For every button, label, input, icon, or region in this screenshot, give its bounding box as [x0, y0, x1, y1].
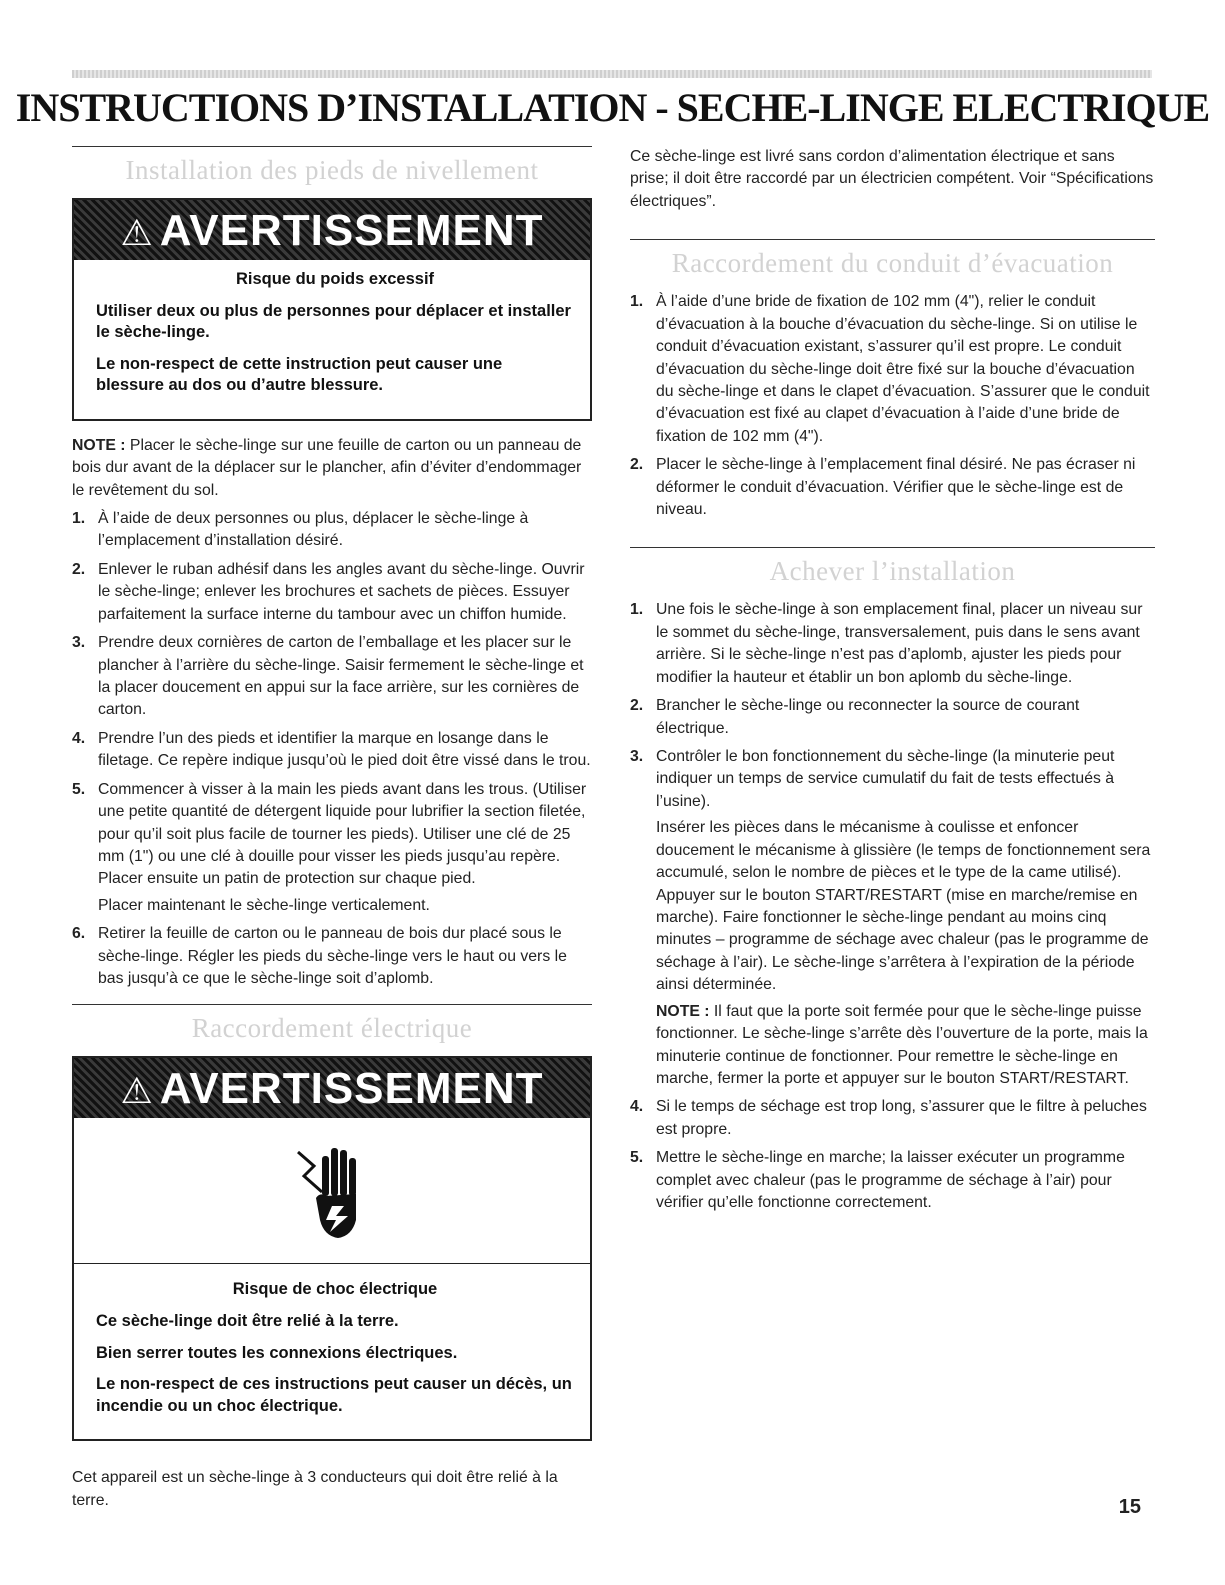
step-text: Enlever le ruban adhésif dans les angles avant du sèche-linge. Ouvrir le sèche-linge; enlever les brochures et sachets de pièces. Essuyer parfaitement la surface interne du tambour avec un chiffon humide.: [98, 560, 585, 623]
section-rule: [630, 547, 1155, 548]
weight-warning-box: [72, 198, 592, 421]
right-column: [630, 146, 1155, 1228]
step-text: Prendre deux cornières de carton de l’emballage et les placer sur le plancher à l’arrière du sèche-linge. Saisir fermement le sèche-linge et la placer doucement en appui sur la face arrière, sur les cornières de carton.: [98, 634, 584, 719]
step-number: 1.: [72, 510, 86, 528]
list-item: [72, 508, 592, 553]
complete-steps: [630, 599, 1155, 1214]
step-text: Retirer la feuille de carton ou le panneau de bois dur placé sous le sèche-linge. Régler les pieds du sèche-linge vers le haut ou vers le bas jusqu’à ce que le sèche-linge soit d’aplomb.: [98, 925, 567, 988]
note-label: NOTE :: [656, 1002, 710, 1020]
step-number: 4.: [72, 729, 86, 747]
warning-risk: Risque du poids excessif: [235, 270, 435, 288]
warning-risk: Risque de choc électrique: [232, 1280, 438, 1299]
page-title: INSTRUCTIONS D’INSTALLATION - SECHE-LINGE ELECTRIQUE: [15, 85, 1210, 130]
step-number: 4.: [630, 1098, 644, 1116]
warning-banner-label: AVERTISSEMENT: [159, 1064, 544, 1114]
warning-triangle-icon: ⚠: [120, 212, 154, 253]
note-text: Placer le sèche-linge sur une feuille de carton ou un panneau de bois dur avant de la déplacer sur le plancher, afin d’éviter d’endommager le revêtement du sol.: [72, 436, 582, 499]
exhaust-heading: Raccordement du conduit d’évacuation: [671, 248, 1114, 279]
top-rule: [72, 70, 1152, 78]
step-text: Prendre l’un des pieds et identifier la marque en losange dans le filetage. Ce repère indique jusqu’où le pied doit être vissé dans le trou.: [98, 729, 591, 770]
step-number: 6.: [72, 925, 86, 943]
warning-body: [74, 260, 590, 419]
list-item: [630, 1147, 1155, 1214]
section-rule: [72, 1004, 592, 1005]
step-number: 5.: [72, 780, 86, 798]
section-rule: [630, 239, 1155, 240]
complete-heading: Achever l’installation: [769, 556, 1016, 587]
page-number: 15: [1118, 1496, 1141, 1518]
warning-triangle-icon: ⚠: [120, 1070, 154, 1112]
step-text: Une fois le sèche-linge à son emplacement final, placer un niveau sur le sommet du sèche-linge, transversalement, puis dans le sens avant arrière. Si le sèche-linge n’est pas d’aplomb, ajuster les pieds pour modifier la hauteur et établir un bon aplomb du sèche-linge.: [656, 601, 1143, 686]
warning-line: Utiliser deux ou plus de personnes pour déplacer et installer le sèche-linge.: [96, 302, 571, 342]
list-item: [72, 559, 592, 626]
note-text: Il faut que la porte soit fermée pour que le sèche-linge puisse fonctionner. Le sèche-linge s’arrête dès l’ouverture de la porte, mais la minuterie continue de fonctionner. Pour remettre le sèche-linge en marche, fermer la porte et appuyer sur le bouton START/RESTART.: [656, 1002, 1148, 1087]
step-text: À l’aide d’une bride de fixation de 102 mm (4"), relier le conduit d’évacuation à la bouche d’évacuation du sèche-linge. Si on utilise le conduit d’évacuation existant, s’assurer qu’il est propre. Le conduit d’évacuation du sèche-linge doit être fixé sur la bouche d’évacuation du sèche-linge et dans le clapet d’évacuation. S’assurer que le conduit d’évacuation est fixé au clapet d’évacuation à l’aide d’une bride de fixation de 102 mm (4").: [656, 293, 1150, 445]
ground-paragraph: Cet appareil est un sèche-linge à 3 conducteurs qui doit être relié à la terre.: [72, 1469, 558, 1509]
step-note: [656, 1001, 1155, 1091]
list-item: [630, 454, 1155, 521]
step-text: À l’aide de deux personnes ou plus, déplacer le sèche-linge à l’emplacement d’installation désiré.: [98, 510, 529, 550]
list-item: [72, 923, 592, 990]
step-number: 1.: [630, 601, 644, 619]
warning-line: Le non-respect de ces instructions peut causer un décès, un incendie ou un choc électrique.: [96, 1375, 572, 1415]
warning-line: Le non-respect de cette instruction peut causer une blessure au dos ou d’autre blessure.: [96, 354, 503, 395]
list-item: [630, 291, 1155, 448]
warning-line: Bien serrer toutes les connexions électriques.: [96, 1343, 458, 1362]
step-text: Placer le sèche-linge à l’emplacement final désiré. Ne pas écraser ni déformer le conduit d’évacuation. Vérifier que le sèche-linge est de niveau.: [656, 456, 1136, 519]
list-item: [72, 728, 592, 773]
list-item: [72, 632, 592, 722]
note-paragraph: [72, 435, 592, 502]
list-item: [630, 1096, 1155, 1141]
step-text: Mettre le sèche-linge en marche; la laisser exécuter un programme complet avec chaleur (pas le programme de séchage à l’air) pour vérifier qu’elle fonctionne correctement.: [656, 1149, 1125, 1212]
shock-warning-box: [72, 1056, 592, 1441]
list-item: [72, 779, 592, 918]
leveling-steps: [72, 508, 592, 990]
list-item: [630, 599, 1155, 689]
section-rule: [72, 146, 592, 147]
step-number: 5.: [630, 1149, 644, 1167]
note-label: NOTE :: [72, 436, 126, 454]
step-subtext: Placer maintenant le sèche-linge verticalement.: [98, 896, 430, 914]
intro-paragraph: Ce sèche-linge est livré sans cordon d’alimentation électrique et sans prise; il doit être raccordé par un électricien compétent. Voir “Spécifications électriques”.: [630, 148, 1154, 210]
step-subtext: Insérer les pièces dans le mécanisme à coulisse et enfoncer doucement le mécanisme à glissière (le temps de fonctionnement sera accumulé, selon le nombre de pièces et le type de la came utilisé). Appuyer sur le bouton START/RESTART (mise en marche/remise en marche). Faire fonctionner le sèche-linge pendant au moins cinq minutes – programme de séchage avec chaleur (pas le programme de séchage à l’air). Le sèche-linge s’arrêtera à l’expiration de la période ainsi déterminée.: [656, 819, 1151, 994]
step-number: 1.: [630, 293, 644, 311]
warning-banner: [74, 200, 590, 260]
step-text: Si le temps de séchage est trop long, s’assurer que le filtre à peluches est propre.: [656, 1098, 1147, 1138]
step-text: Contrôler le bon fonctionnement du sèche-linge (la minuterie peut indiquer un temps de service cumulatif du fait de tests effectués à l’usine).: [656, 748, 1115, 810]
warning-banner: [74, 1058, 590, 1118]
leveling-heading: Installation des pieds de nivellement: [125, 155, 539, 185]
step-number: 2.: [630, 697, 644, 715]
step-number: 2.: [72, 560, 86, 578]
exhaust-steps: [630, 291, 1155, 521]
step-text: Commencer à visser à la main les pieds avant dans les trous. (Utiliser une petite quantité de détergent liquide pour lubrifier la section filetée, pour qu’il soit plus facile de tourner les pieds). Utiliser une clé de 25 mm (1") ou une clé à douille pour visser les pieds jusqu’au repère. Placer ensuite un patin de protection sur chaque pied.: [98, 780, 587, 888]
step-number: 3.: [72, 634, 86, 652]
electric-shock-icon: [74, 1118, 590, 1264]
warning-body: [74, 1264, 590, 1439]
warning-banner-label: AVERTISSEMENT: [159, 206, 544, 255]
warning-line: Ce sèche-linge doit être relié à la terre.: [96, 1312, 399, 1331]
step-number: 3.: [630, 748, 644, 766]
left-column: [72, 140, 592, 1518]
list-item: [630, 695, 1155, 740]
list-item: [630, 746, 1155, 1090]
step-text: Brancher le sèche-linge ou reconnecter la source de courant électrique.: [656, 697, 1080, 737]
step-number: 2.: [630, 456, 644, 474]
electrical-heading: Raccordement électrique: [191, 1013, 473, 1044]
